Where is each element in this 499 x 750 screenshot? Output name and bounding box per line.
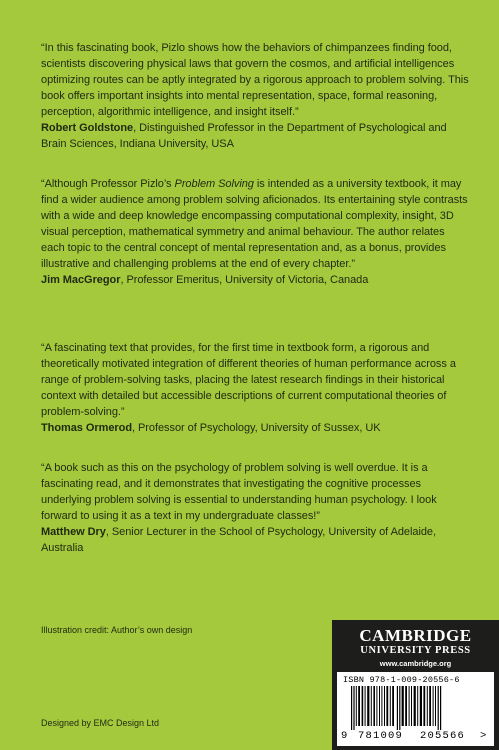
endorsement-3 bbox=[41, 340, 471, 436]
barcode-icon bbox=[351, 686, 482, 730]
barcode-digits-right: 205566 bbox=[420, 730, 466, 742]
endorser-name: Robert Goldstone bbox=[41, 122, 134, 134]
endorsement-quote: “A book such as this on the psychology of problem solving is well overdue. It is a fascinating read, and it demonstrates that investigating the cognitive processes underlying problem solving is essential to understanding human psychology. I look forward to using it as a text in my undergraduate classes!” bbox=[41, 462, 437, 522]
book-title: Problem Solving bbox=[174, 178, 254, 190]
endorsement-attribution bbox=[41, 420, 471, 436]
endorsement-2 bbox=[41, 176, 471, 288]
endorsement-quote: “A fascinating text that provides, for the first time in textbook form, a rigorous and theoretically motivated integration of different theories of human performance across a range of problem-solving tasks, placing the latest research findings in their historical context with detailed but accessible descriptions of current computational theories of problem-solving.” bbox=[41, 342, 456, 418]
barcode-arrow: > bbox=[480, 730, 487, 742]
endorsement-1 bbox=[41, 40, 471, 152]
endorsement-attribution bbox=[41, 120, 471, 152]
endorsement-4 bbox=[41, 460, 471, 556]
endorsement-quote: “In this fascinating book, Pizlo shows how the behaviors of chimpanzees finding food, scientists discovering physical laws that govern the cosmos, and artificial intelligences optimizing routes can be aptly integrated by a rigorous approach to problem solving. This book offers important insights into mental representation, space, formal reasoning, perception, algorithmic intelligence, and insight itself.” bbox=[41, 42, 469, 118]
endorser-name: Matthew Dry bbox=[41, 526, 106, 538]
barcode-panel bbox=[337, 672, 494, 746]
barcode-digits-left: 781009 bbox=[358, 730, 404, 742]
endorsement-quote bbox=[41, 176, 471, 272]
publisher-block bbox=[332, 620, 499, 750]
endorser-name: Jim MacGregor bbox=[41, 274, 121, 286]
endorsement-attribution bbox=[41, 272, 471, 288]
isbn-label: ISBN 978-1-009-20556-6 bbox=[343, 675, 460, 685]
quote-text: “Although Professor Pizlo’s bbox=[41, 178, 175, 190]
endorser-affiliation: , Distinguished Professor in the Department of Psychological and Brain Sciences, Indiana University, USA bbox=[41, 122, 447, 150]
endorser-name: Thomas Ormerod bbox=[41, 422, 132, 434]
publisher-logo-name: CAMBRIDGE bbox=[359, 626, 472, 645]
endorser-affiliation: , Senior Lecturer in the School of Psychology, University of Adelaide, Australia bbox=[41, 526, 437, 554]
barcode-digit-first: 9 bbox=[341, 730, 348, 742]
endorser-affiliation: , Professor of Psychology, University of Sussex, UK bbox=[132, 422, 381, 434]
endorser-affiliation: , Professor Emeritus, University of Victoria, Canada bbox=[120, 274, 369, 286]
quote-text: is intended as a university textbook, it may find a wider audience among problem solving aficionados. Its entertaining style contrasts with a wide and deep knowledge encompassing computational complexity, insight, 3D visual perception, mathematical symmetry and animal behaviour. The author relates each topic to the central concept of mental representation and, as a bonus, provides illustrative and challenging problems at the end of every chapter.” bbox=[41, 178, 468, 270]
endorsement-attribution bbox=[41, 524, 471, 556]
publisher-url: www.cambridge.org bbox=[379, 659, 452, 668]
publisher-logo-subname: UNIVERSITY PRESS bbox=[360, 645, 471, 656]
illustration-credit: Illustration credit: Author’s own design bbox=[41, 625, 193, 635]
design-credit: Designed by EMC Design Ltd bbox=[41, 718, 160, 728]
